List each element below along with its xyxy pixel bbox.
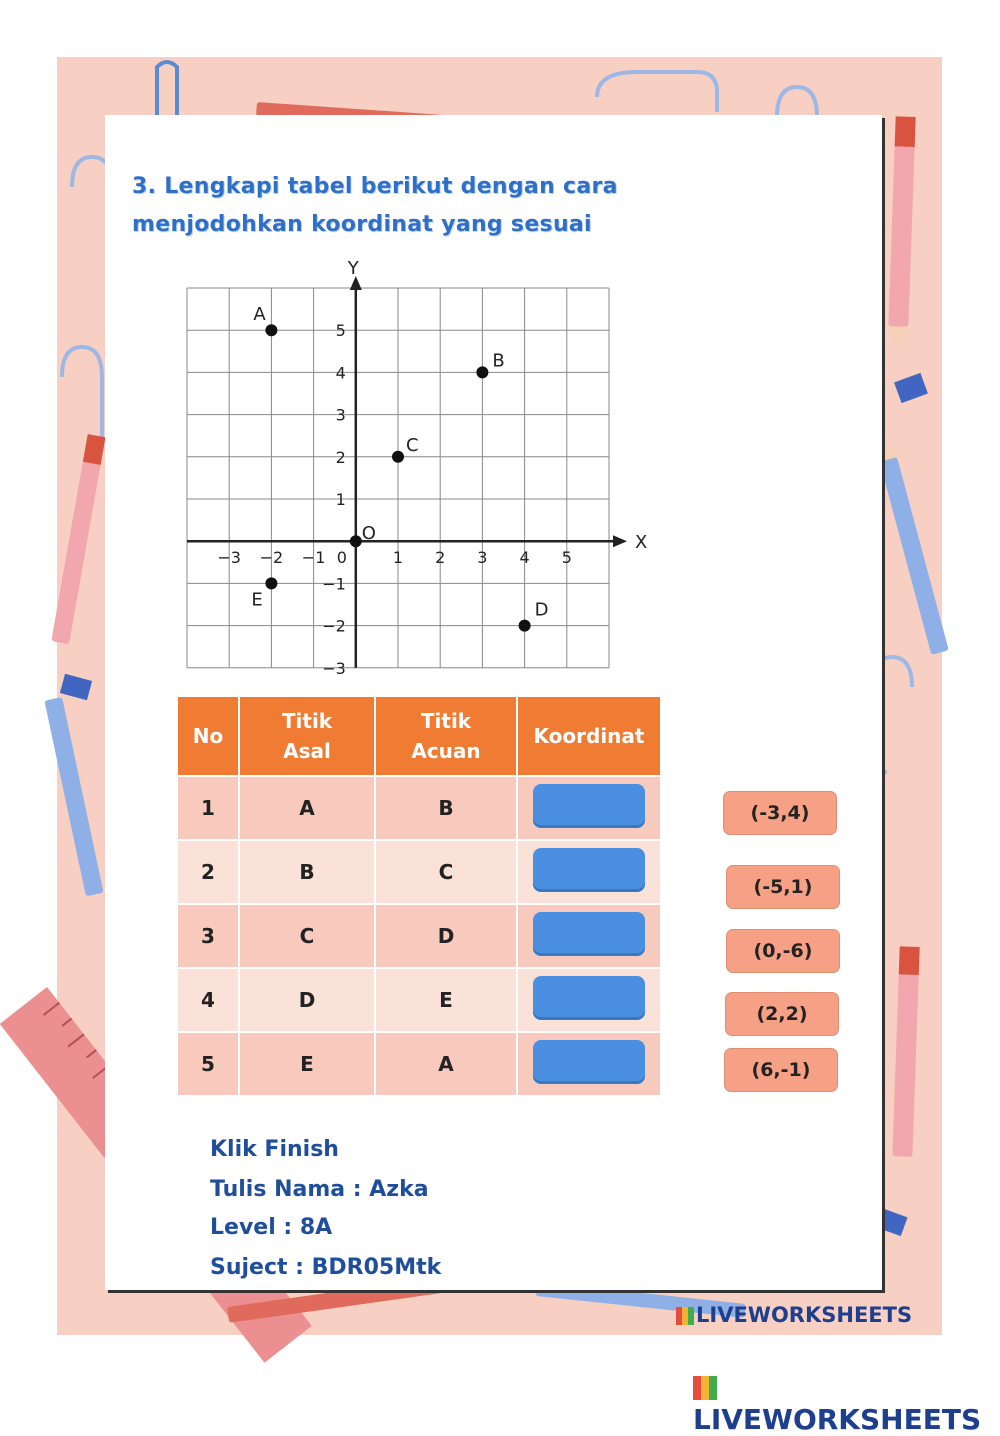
header-line: Titik [281,709,333,733]
answer-drop-zone[interactable] [533,848,645,892]
coordinate-graph [170,258,648,680]
x-tick-label: −3 [217,548,241,568]
row-number: 1 [178,775,240,839]
row-titik-asal: A [240,775,376,839]
answer-option-chip[interactable]: (-5,1) [726,865,840,909]
question-line-2: menjodohkan koordinat yang sesuai [132,212,592,237]
row-koordinat-cell [518,903,662,967]
y-tick-label: −3 [322,658,346,678]
row-koordinat-cell [518,839,662,903]
point-c-label: C [406,434,419,456]
graph-points [251,304,548,631]
y-tick-label: 2 [335,447,346,467]
x-tick-label: 2 [435,548,446,568]
header-koordinat: Koordinat [518,697,662,775]
x-tick-label: 3 [477,548,488,568]
y-tick-label: 5 [335,321,346,341]
x-tick-label: 0 [336,548,347,568]
row-titik-acuan: A [376,1031,518,1095]
point-e-label: E [251,589,263,611]
footer-level: Level : 8A [210,1215,333,1240]
footer-instruction: Klik Finish [210,1137,339,1162]
row-titik-acuan: B [376,775,518,839]
header-line: Titik [420,709,472,733]
row-titik-asal: B [240,839,376,903]
point-c-marker [392,451,404,463]
x-tick-label: −2 [259,548,284,568]
answer-drop-zone[interactable] [533,912,645,956]
header-titik-acuan [376,697,518,775]
header-line: Acuan [411,739,481,763]
row-titik-asal: E [240,1031,376,1095]
row-koordinat-cell [518,1031,662,1095]
point-b-label: B [492,350,505,372]
brand-mark-icon [676,1307,694,1325]
answer-option-chip[interactable]: (-3,4) [723,791,837,835]
x-tick-label: −1 [301,548,326,568]
brand-mark-icon-large [693,1376,717,1400]
table-row [178,1031,662,1095]
point-a-marker [265,324,277,336]
row-koordinat-cell [518,967,662,1031]
answer-option-chip[interactable]: (6,-1) [724,1048,838,1092]
y-tick-label: 1 [335,490,346,509]
point-d-label: D [534,599,549,621]
brand-logo-large [693,1370,1000,1436]
y-tick-label: 4 [335,363,346,383]
y-tick-label: 3 [335,405,346,425]
table-row [178,775,662,839]
header-line: Asal [283,739,331,763]
x-tick-label: 4 [519,548,530,568]
point-e-marker [265,577,277,589]
table-row [178,839,662,903]
row-titik-asal: D [240,967,376,1031]
y-tick-label: −2 [322,616,346,636]
row-koordinat-cell [518,775,662,839]
x-tick-label: 5 [561,548,572,568]
footer-subject: Suject : BDR05Mtk [210,1255,442,1280]
header-no: No [178,697,240,775]
x-tick-label: 1 [392,548,404,568]
row-titik-acuan: E [376,967,518,1031]
header-titik-asal [240,697,376,775]
y-tick-label: −1 [322,574,346,594]
point-o-label: O [361,523,376,545]
row-number: 3 [178,903,240,967]
x-axis-label: X [635,532,648,554]
footer-name: Tulis Nama : Azka [210,1177,429,1202]
coordinate-table [178,697,662,1095]
question-line-1: 3. Lengkapi tabel berikut dengan cara [132,174,618,199]
row-number: 4 [178,967,240,1031]
answer-drop-zone[interactable] [533,976,645,1020]
point-b-marker [476,366,488,378]
brand-text-small: LIVEWORKSHEETS [696,1303,913,1327]
answer-drop-zone[interactable] [533,1040,645,1084]
point-a-label: A [253,304,266,326]
table-row [178,903,662,967]
question-text [132,168,752,244]
answer-option-chip[interactable]: (2,2) [725,992,839,1036]
answer-drop-zone[interactable] [533,784,645,828]
row-number: 2 [178,839,240,903]
answer-option-chip[interactable]: (0,-6) [726,929,840,973]
row-titik-acuan: C [376,839,518,903]
brand-logo-small [676,1303,912,1327]
y-axis-label: Y [347,258,359,279]
row-titik-asal: C [240,903,376,967]
point-d-marker [519,620,531,632]
point-o-marker [350,535,362,547]
table-row [178,967,662,1031]
row-number: 5 [178,1031,240,1095]
x-axis-arrow-icon [613,535,627,547]
brand-text-large: LIVEWORKSHEETS [693,1403,982,1436]
row-titik-acuan: D [376,903,518,967]
